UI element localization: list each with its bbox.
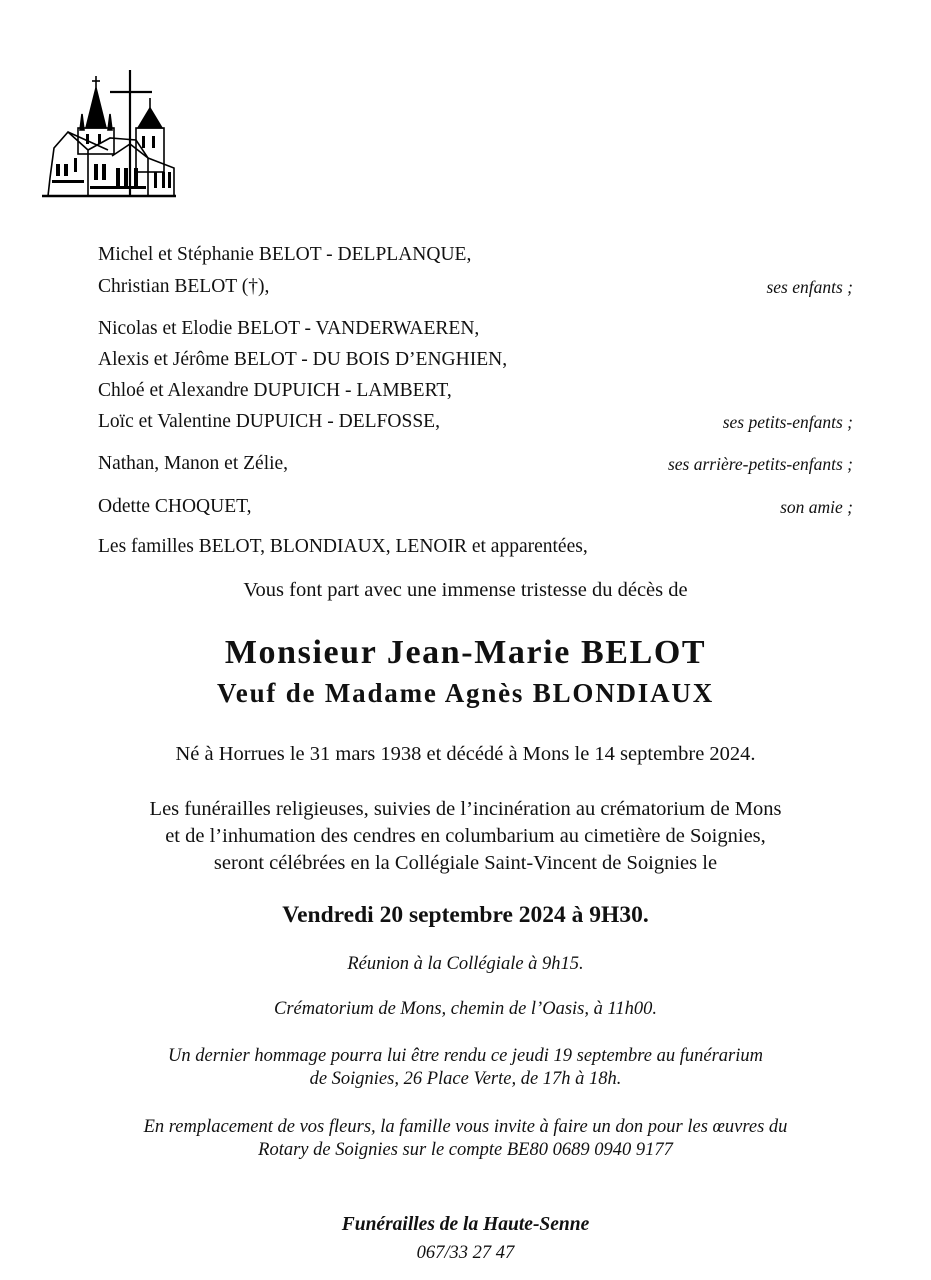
donation-info [0,1116,931,1162]
funeral-line: et de l’inhumation des cendres en columbarium au cimetière de Soignies, [165,825,766,847]
donation-line: En remplacement de vos fleurs, la famille vous invite à faire un don pour les œuvres du [143,1117,788,1137]
announcement-intro: Vous font part avec une immense tristesse du décès de [243,579,688,601]
family-member-name: Nathan, Manon et Zélie, [98,453,289,474]
reunion-info: Réunion à la Collégiale à 9h15. [347,954,584,974]
relationship-label: ses arrière-petits-enfants ; [667,454,853,474]
family-member-name: Les familles BELOT, BLONDIAUX, LENOIR et apparentées, [98,536,588,557]
donation-line: Rotary de Soignies sur le compte BE80 0689 0940 9177 [258,1140,673,1160]
family-member-name: Nicolas et Elodie BELOT - VANDERWAEREN, [98,318,480,339]
widower-of: Veuf de Madame Agnès BLONDIAUX [216,678,715,708]
crematorium-info: Crématorium de Mons, chemin de l’Oasis, à 11h00. [274,999,657,1019]
family-member-name: Chloé et Alexandre DUPUICH - LAMBERT, [98,380,452,401]
family-member-name: Odette CHOQUET, [98,496,252,517]
birth-death-info: Né à Horrues le 31 mars 1938 et décédé à Mons le 14 septembre 2024. [175,743,756,765]
family-member-name: Loïc et Valentine DUPUICH - DELFOSSE, [98,411,440,432]
funeral-description [0,796,931,877]
hommage-line: Un dernier hommage pourra lui être rendu ce jeudi 19 septembre au funérarium [168,1046,763,1066]
hommage-line: de Soignies, 26 Place Verte, de 17h à 18h. [309,1069,622,1089]
funeral-home-name: Funérailles de la Haute-Senne [341,1214,590,1235]
relationship-label: ses petits-enfants ; [722,412,853,432]
relationship-label: ses enfants ; [766,277,853,297]
church-cross-logo-icon [38,68,180,202]
funeral-line: Les funérailles religieuses, suivies de l’incinération au crématorium de Mons [149,798,782,820]
deceased-name: Monsieur Jean-Marie BELOT [224,634,707,671]
relationship-label: son amie ; [780,497,853,517]
family-member-name: Michel et Stéphanie BELOT - DELPLANQUE, [98,244,472,265]
funeral-home-phone: 067/33 27 47 [416,1243,515,1263]
family-member-name: Christian BELOT (†), [98,276,270,297]
funeral-date: Vendredi 20 septembre 2024 à 9H30. [282,902,649,928]
family-member-name: Alexis et Jérôme BELOT - DU BOIS D’ENGHIEN, [98,349,508,370]
funeral-line: seront célébrées en la Collégiale Saint-Vincent de Soignies le [213,852,718,874]
hommage-info [0,1045,931,1091]
